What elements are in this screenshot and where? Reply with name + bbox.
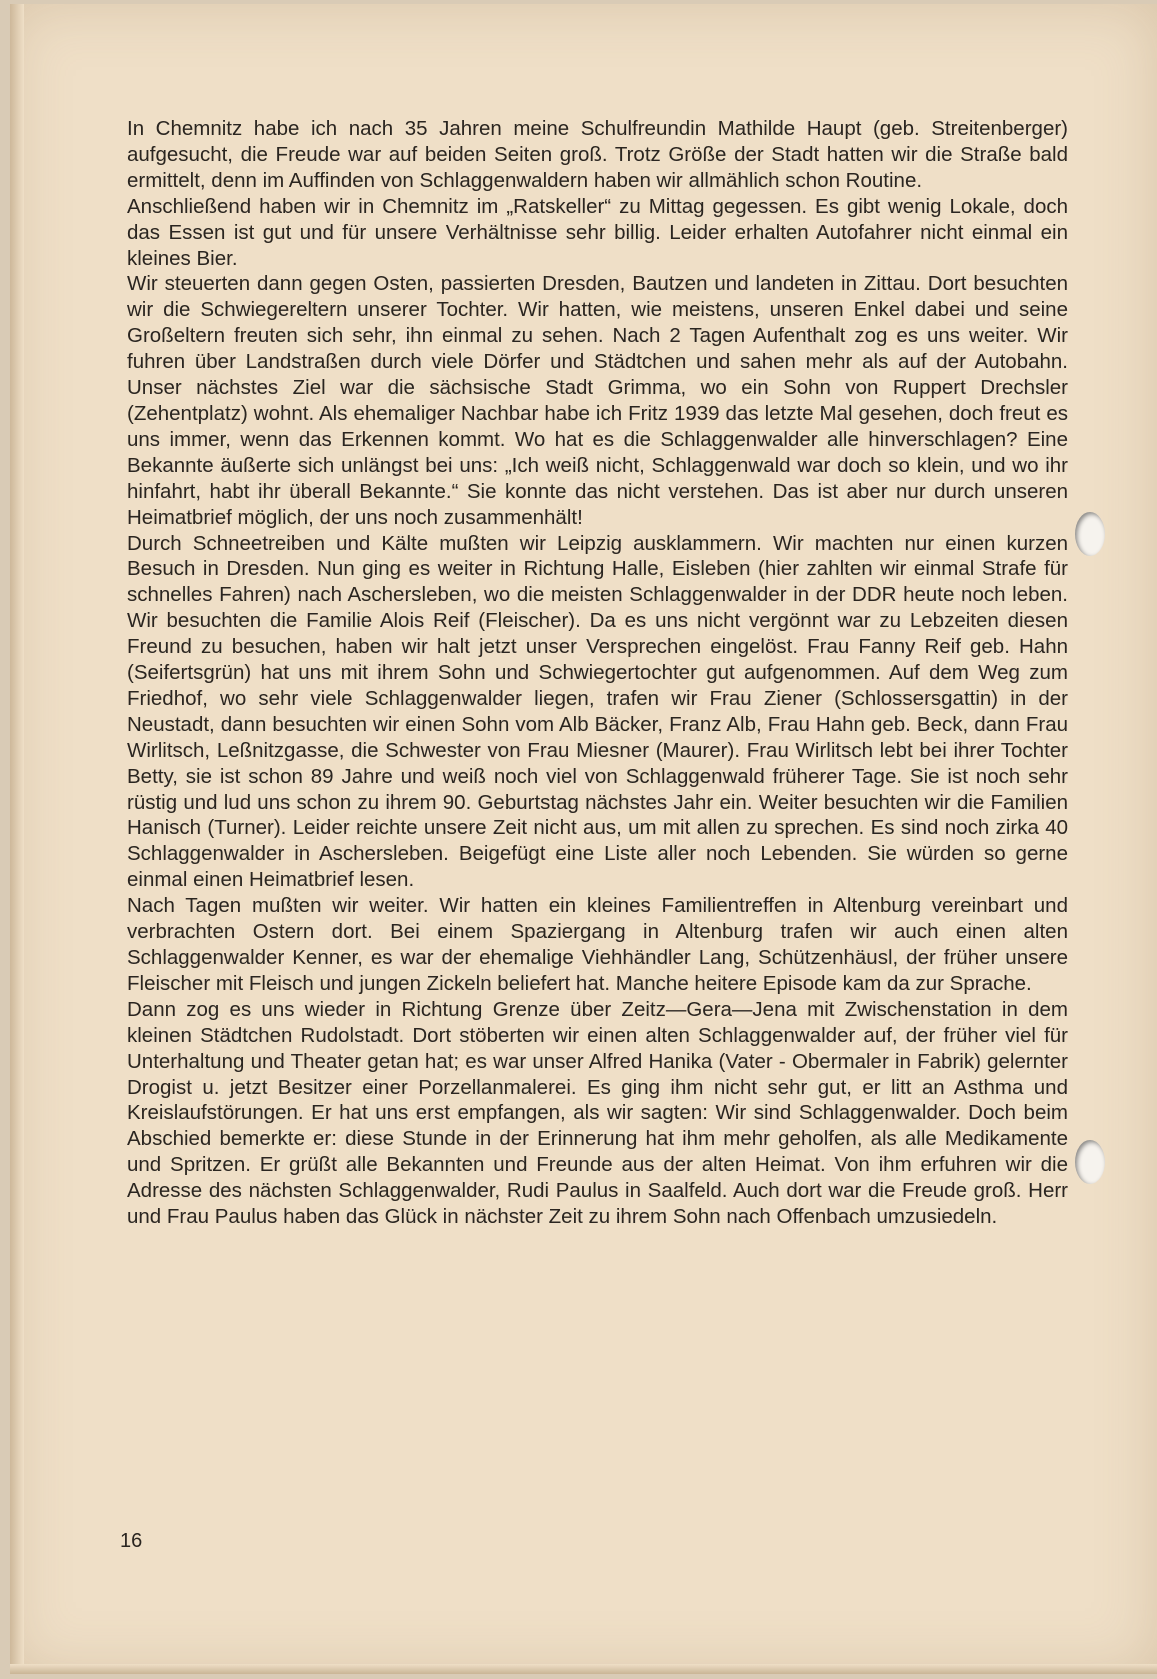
document-page [10,4,1157,1674]
punch-hole-icon [1075,512,1105,556]
paragraph-3: Wir steuerten dann gegen Osten, passierten Dresden, Bautzen und landeten in Zittau. Dort besuchten wir die Schwiegereltern unserer Tochter. Wir hatten, wie meistens, unseren Enkel dabei und seine Großeltern freuten sich sehr, ihn einmal zu sehen. Nach 2 Tagen Aufenthalt zog es uns weiter. Wir fuhren über Landstraßen durch viele Dörfer und Städtchen und sahen mehr als auf der Autobahn. Unser nächstes Ziel war die sächsische Stadt Grimma, wo ein Sohn von Ruppert Drechsler (Zehentplatz) wohnt. Als ehemaliger Nachbar habe ich Fritz 1939 das letzte Mal gesehen, doch freut es uns immer, wenn das Erkennen kommt. Wo hat es die Schlaggenwalder alle hinverschlagen? Eine Bekannte äußerte sich unlängst bei uns: „Ich weiß nicht, Schlaggenwald war doch so klein, und wo ihr hinfahrt, habt ihr überall Bekannte.“ Sie konnte das nicht verstehen. Das ist aber nur durch unseren Heimatbrief möglich, der uns noch zusammenhält! [127,272,1068,529]
punch-hole-icon [1075,1140,1105,1184]
paragraph-4: Durch Schneetreiben und Kälte mußten wir Leipzig ausklammern. Wir machten nur einen kurzen Besuch in Dresden. Nun ging es weiter in Richtung Halle, Eisleben (hier zahlten wir einmal Strafe für schnelles Fahren) nach Aschersleben, wo die meisten Schlaggenwalder in der DDR heute noch leben. Wir besuchten die Familie Alois Reif (Fleischer). Da es uns nicht vergönnt war zu Lebzeiten diesen Freund zu besuchen, haben wir halt jetzt unser Versprechen eingelöst. Frau Fanny Reif geb. Hahn (Seifertsgrün) hat uns mit ihrem Sohn und Schwiegertochter gut aufgenommen. Auf dem Weg zum Friedhof, wo sehr viele Schlaggenwalder liegen, trafen wir Frau Ziener (Schlossersgattin) in der Neustadt, dann besuchten wir einen Sohn vom Alb Bäcker, Franz Alb, Frau Hahn geb. Beck, dann Frau Wirlitsch, Leßnitzgasse, die Schwester von Frau Miesner (Maurer). Frau Wirlitsch lebt bei ihrer Tochter Betty, sie ist schon 89 Jahre und weiß noch viel von Schlaggenwald früherer Tage. Sie ist noch sehr rüstig und lud uns schon zu ihrem 90. Geburtstag nächstes Jahr ein. Weiter besuchten wir die Familien Hanisch (Turner). Leider reichte unsere Zeit nicht aus, um mit allen zu sprechen. Es sind noch zirka 40 Schlaggenwalder in Aschersleben. Beigefügt eine Liste aller noch Lebenden. Sie würden so gerne einmal einen Heimatbrief lesen. [127,531,1068,892]
paragraph-5: Nach Tagen mußten wir weiter. Wir hatten ein kleines Familientreffen in Altenburg vereinbart und verbrachten Ostern dort. Bei einem Spaziergang in Altenburg trafen wir auch einen alten Schlaggenwalder Kenner, es war der ehemalige Viehhändler Lang, Schützenhäusl, der früher unsere Fleischer mit Fleisch und jungen Zickeln beliefert hat. Manche heitere Episode kam da zur Sprache. [127,894,1068,995]
body-text [127,116,1068,1230]
paragraph-6: Dann zog es uns wieder in Richtung Grenze über Zeitz—Gera—Jena mit Zwischenstation in dem kleinen Städtchen Rudolstadt. Dort stöberten wir einen alten Schlaggenwalder auf, der früher viel für Unterhaltung und Theater getan hat; es war unser Alfred Hanika (Vater - Obermaler in Fabrik) gelernter Drogist u. jetzt Besitzer einer Porzellanmalerei. Es ging ihm nicht sehr gut, er litt an Asthma und Kreislaufstörungen. Er hat uns erst empfangen, als wir sagten: Wir sind Schlaggenwalder. Doch beim Abschied bemerkte er: diese Stunde in der Erinnerung hat ihm mehr geholfen, als alle Medikamente und Spritzen. Er grüßt alle Bekannten und Freunde aus der alten Heimat. Von ihm erfuhren wir die Adresse des nächsten Schlaggenwalder, Rudi Paulus in Saalfeld. Auch dort war die Freude groß. Herr und Frau Paulus haben das Glück in nächster Zeit zu ihrem Sohn nach Offenbach umzusiedeln. [127,997,1068,1229]
binding-edge [10,4,24,1674]
paragraph-2: Anschließend haben wir in Chemnitz im „Ratskeller“ zu Mittag gegessen. Es gibt wenig Lokale, doch das Essen ist gut und für unsere Verhältnisse sehr billig. Leider erhalten Autofahrer nicht einmal ein kleines Bier. [127,194,1068,270]
page-number: 16 [120,1530,143,1552]
page-bottom-edge [10,1664,1157,1674]
paragraph-1: In Chemnitz habe ich nach 35 Jahren meine Schulfreundin Mathilde Haupt (geb. Streitenberger) aufgesucht, die Freude war auf beiden Seiten groß. Trotz Größe der Stadt hatten wir die Straße bald ermittelt, denn im Auffinden von Schlaggenwaldern haben wir allmählich schon Routine. [127,117,1068,192]
